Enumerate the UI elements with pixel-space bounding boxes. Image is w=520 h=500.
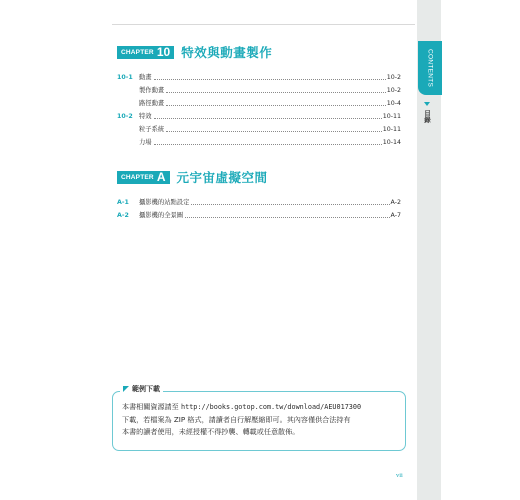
toc-section-number: A-2: [117, 212, 129, 219]
chapter-title: 元宇宙虛擬空間: [176, 170, 268, 185]
contents-sub-label: 目錄: [423, 110, 431, 123]
toc-leader-dots: [154, 79, 386, 80]
top-rule: [112, 24, 415, 25]
toc-leader-dots: [191, 204, 389, 205]
toc-entry-title: 動畫: [139, 74, 152, 81]
toc-entry-title: 路徑動畫: [139, 100, 165, 107]
chapter-word: CHAPTER: [121, 173, 154, 181]
download-line-2: 下載，若檔案為 ZIP 格式，請讀者自行解壓縮即可。其內容僅供合法持有: [122, 414, 351, 424]
contents-tab[interactable]: [418, 41, 442, 95]
toc-entry-title: 製作動畫: [139, 87, 165, 94]
chapter-word: CHAPTER: [121, 48, 154, 56]
triangle-down-icon: [424, 102, 430, 106]
toc-page-number: A-7: [390, 212, 401, 219]
toc-leader-dots: [166, 92, 386, 93]
toc-page-number: 10-11: [382, 126, 401, 133]
toc-leader-dots: [154, 118, 382, 119]
toc-entry[interactable]: [117, 82, 401, 94]
toc-entry[interactable]: [117, 95, 401, 107]
toc-page-number: 10-2: [386, 74, 401, 81]
toc-page-number: A-2: [390, 199, 401, 206]
page-number: vii: [396, 472, 403, 479]
toc-entry[interactable]: [117, 207, 401, 219]
toc-leader-dots: [185, 217, 389, 218]
toc-page-number: 10-14: [382, 139, 401, 146]
toc-entry-title: 攝影機的站點設定: [139, 199, 190, 206]
download-line-1: [122, 401, 400, 414]
toc-entry-title: 力場: [139, 139, 152, 146]
toc-page-number: 10-11: [382, 113, 401, 120]
toc-entry[interactable]: [117, 194, 401, 206]
chapter-badge: [117, 171, 170, 184]
toc-entry[interactable]: [117, 108, 401, 120]
chapter-heading-10: [117, 43, 272, 61]
toc-section-number: A-1: [117, 199, 129, 206]
toc-section-number: 10-1: [117, 74, 133, 81]
toc-entry-title: 攝影機的全景圖: [139, 212, 184, 219]
corner-arrow-icon: [123, 386, 129, 392]
toc-section-number: 10-2: [117, 113, 133, 120]
toc-entry[interactable]: [117, 69, 401, 81]
download-text: [122, 401, 400, 439]
toc-entry[interactable]: [117, 134, 401, 146]
toc-leader-dots: [166, 131, 382, 132]
chapter-number: A: [156, 170, 166, 184]
chapter-heading-a: [117, 168, 268, 186]
chapter-title: 特效與動畫製作: [181, 45, 273, 60]
chapter-badge: [117, 46, 174, 59]
toc-leader-dots: [166, 105, 386, 106]
download-line-3: 本書的讀者使用，未經授權不得抄襲、轉載或任意散佈。: [122, 427, 300, 436]
chapter-number: 10: [156, 45, 171, 59]
toc-entry-title: 粒子系統: [139, 126, 165, 133]
download-heading: [120, 384, 163, 394]
toc-entry[interactable]: [117, 121, 401, 133]
toc-leader-dots: [154, 144, 382, 145]
download-heading-label: 範例下載: [132, 385, 160, 393]
toc-page-number: 10-2: [386, 87, 401, 94]
contents-tab-label: CONTENTS: [426, 48, 434, 88]
toc-page-number: 10-4: [386, 100, 401, 107]
toc-entry-title: 特效: [139, 113, 152, 120]
download-line-1-prefix: 本書相關資源請至: [122, 402, 182, 411]
download-url-link[interactable]: http://books.gotop.com.tw/download/AEU017300: [181, 403, 362, 411]
